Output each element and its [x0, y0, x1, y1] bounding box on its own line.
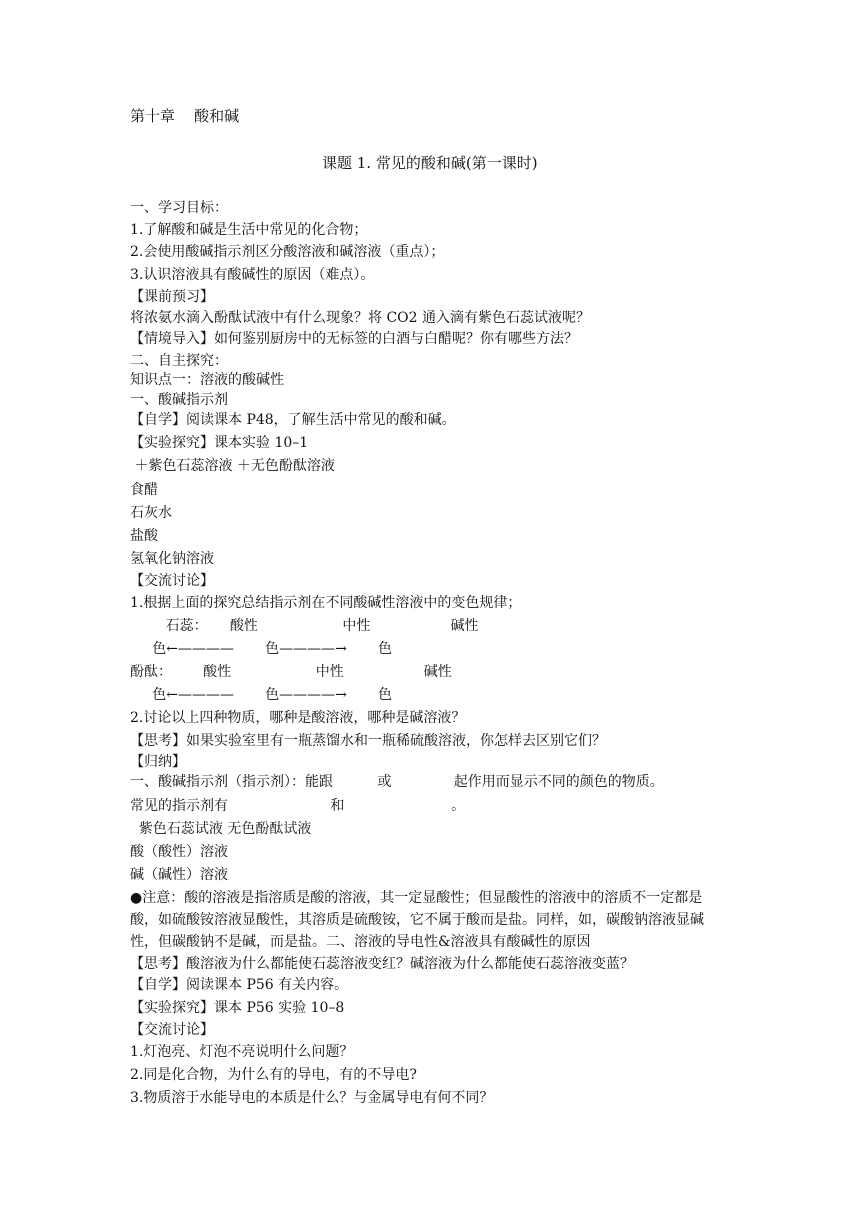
text-line: 【交流讨论】 — [130, 573, 214, 589]
text-line: 2.讨论以上四种物质，哪种是酸溶液，哪种是碱溶液？ — [130, 710, 466, 726]
text-line: 将浓氨水滴入酚酞试液中有什么现象？将 CO2 通入滴有紫色石蕊试液呢？ — [130, 310, 590, 326]
text-line: 【情境导入】如何鉴别厨房中的无标签的白酒与白醋呢？你有哪些方法？ — [130, 331, 578, 347]
text-line: 一、学习目标： — [130, 200, 228, 216]
text-line: 【课前预习】 — [130, 289, 214, 305]
chapter-heading: 第十章 酸和碱 — [130, 107, 240, 125]
text-line: 1.根据上面的探究总结指示剂在不同酸碱性溶液中的变色规律； — [130, 595, 522, 611]
text-line: 氢氧化钠溶液 — [130, 551, 214, 567]
text-line: 知识点一：溶液的酸碱性 — [130, 372, 284, 388]
text-line: 色←———— 色————→ 色 — [130, 641, 393, 657]
text-line: 3.物质溶于水能导电的本质是什么？与金属导电有何不同？ — [130, 1090, 494, 1106]
text-line: 【交流讨论】 — [130, 1022, 214, 1038]
text-line: 1.了解酸和碱是生活中常见的化合物； — [130, 222, 368, 238]
text-line: 一、酸碱指示剂（指示剂）：能跟 或 起作用而显示不同的颜色的物质。 — [130, 774, 664, 790]
note-paragraph: ●注意：酸的溶液是指溶质是酸的溶液，其一定显酸性；但显酸性的溶液中的溶质不一定都是酸，如硫酸铵溶液显酸性，其溶质是硫酸铵，它不属于酸而是盐。同样，如，碳酸钠溶液显碱性，但碳酸钠不是碱，而是盐。二、溶液的导电性&溶液具有酸碱性的原因 — [130, 890, 704, 950]
text-line: 【归纳】 — [130, 754, 186, 770]
text-line: 【思考】酸溶液为什么都能使石蕊溶液变红？碱溶液为什么都能使石蕊溶液变蓝？ — [130, 956, 634, 972]
lesson-title: 课题 1. 常见的酸和碱(第一课时) — [322, 154, 538, 172]
text-line: 1.灯泡亮、灯泡不亮说明什么问题？ — [130, 1044, 354, 1060]
text-line: 酚酞： 酸性 中性 碱性 — [130, 664, 452, 680]
text-line: 二、自主探究： — [130, 353, 228, 369]
text-line: 石灰水 — [130, 505, 172, 521]
text-line: 【实验探究】课本 P56 实验 10–8 — [130, 1000, 345, 1016]
text-line: 2.会使用酸碱指示剂区分酸溶液和碱溶液（重点）； — [130, 244, 445, 260]
text-line: 2.同是化合物，为什么有的导电，有的不导电? — [130, 1067, 417, 1083]
text-line: 【实验探究】课本实验 10–1 — [130, 435, 309, 451]
text-line: 碱（碱性）溶液 — [130, 867, 228, 883]
text-line: 3.认识溶液具有酸碱性的原因（难点）。 — [130, 267, 375, 283]
text-line: 一、酸碱指示剂 — [130, 392, 228, 408]
text-line: 常见的指示剂有 和 。 — [130, 798, 466, 814]
text-line: 【思考】如果实验室里有一瓶蒸馏水和一瓶稀硫酸溶液，你怎样去区别它们？ — [130, 733, 606, 749]
text-line: 盐酸 — [130, 528, 158, 544]
text-line: 紫色石蕊试液 无色酚酞试液 — [130, 821, 312, 837]
text-line: ＋紫色石蕊溶液 ＋无色酚酞溶液 — [130, 458, 335, 474]
text-line: 酸（酸性）溶液 — [130, 844, 228, 860]
text-line: 色←———— 色————→ 色 — [130, 687, 393, 703]
text-line: 【自学】阅读课本 P48，了解生活中常见的酸和碱。 — [130, 412, 456, 428]
text-line: 食醋 — [130, 482, 158, 498]
text-line: 石蕊： 酸性 中性 碱性 — [130, 618, 479, 634]
text-line: 【自学】阅读课本 P56 有关内容。 — [130, 977, 349, 993]
